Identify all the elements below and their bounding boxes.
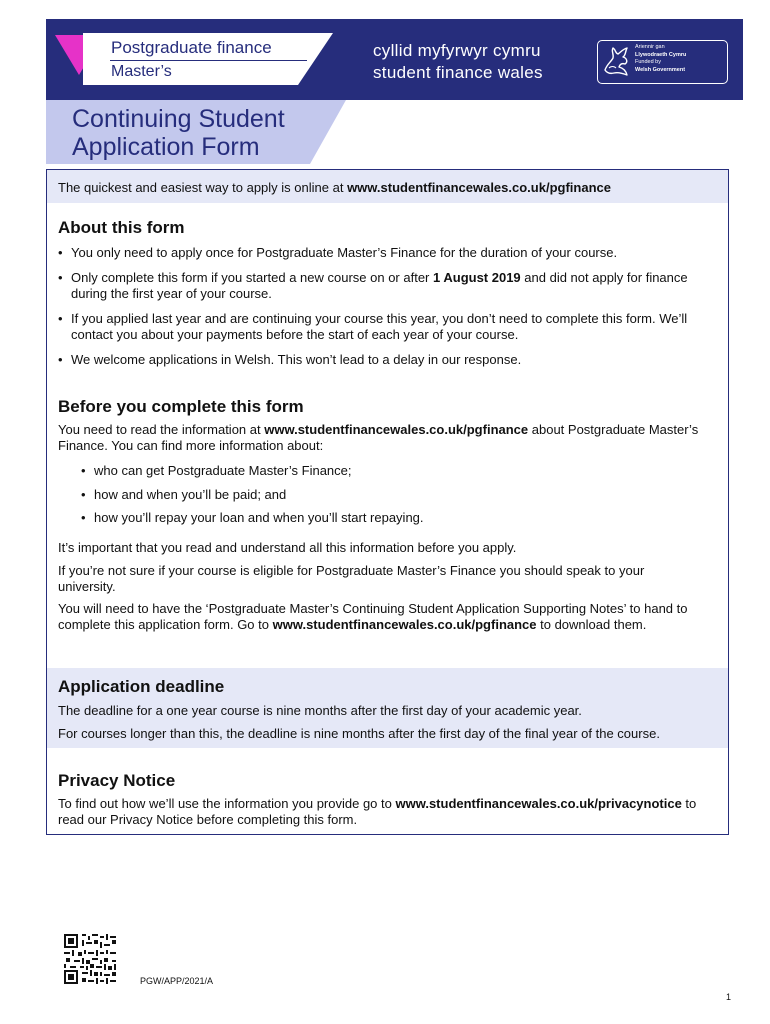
gov-line-1: Ariennir gan [635,44,665,50]
about-heading: About this form [58,218,185,237]
welsh-dragon-icon [601,44,631,78]
before-list-item-3: • how you’ll repay your loan and when you’ll start repaying. [94,510,694,526]
privacy-heading: Privacy Notice [58,771,176,790]
about-bullet-4: • We welcome applications in Welsh. This won’t lead to a delay in our response. [71,352,721,368]
before-paragraph-4: You will need to have the ‘Postgraduate Master’s Continuing Student Application Supporting Notes’ to hand to complete this application form. Go to www.studentfinancewales.co.uk/pgfinance to download them. [58,601,688,632]
deadline-paragraph-2: For courses longer than this, the deadline is nine months after the first day of the final year of the course. [58,726,660,741]
gov-line-4: Welsh Government [635,66,686,73]
before-link-1[interactable]: www.studentfinancewales.co.uk/pgfinance [264,422,529,437]
brand-welsh: cyllid myfyrwyr cymru [373,41,541,60]
form-title-line-1: Continuing Student [72,105,285,133]
about-bullet-3: • If you applied last year and are continuing your course this year, you don’t need to complete this form. We’ll contact you about your payments before the start of each year of your course. [71,311,721,343]
before-list-item-2: • how and when you’ll be paid; and [94,487,694,503]
brand-name [373,40,543,84]
about-bullet-2: • Only complete this form if you started a new course on or after 1 August 2019 and did not apply for finance during the first year of your course. [71,270,711,302]
before-list-item-1: • who can get Postgraduate Master’s Finance; [94,463,694,479]
postgraduate-finance-label: Postgraduate finance [111,38,272,57]
before-paragraph-2: It’s important that you read and understand all this information before you apply. [58,540,517,555]
deadline-heading: Application deadline [58,677,225,696]
brand-english: student finance wales [373,63,543,82]
about-bullet-1: • You only need to apply once for Postgraduate Master’s Finance for the duration of your course. [71,245,721,261]
form-reference-code: PGW/APP/2021/A [140,976,214,986]
gov-line-2: Llywodraeth Cymru [635,51,687,58]
privacy-paragraph: To find out how we’ll use the information you provide go to www.studentfinancewales.co.uk/privacynotice to read our Privacy Notice before completing this form. [58,796,697,827]
before-paragraph-1: You need to read the information at www.studentfinancewales.co.uk/pgfinance about Postgraduate Master’s Finance. You can find more information about: [58,422,699,453]
welsh-government-text [635,44,725,74]
intro-link[interactable]: www.studentfinancewales.co.uk/pgfinance [347,180,611,195]
qr-code-icon [64,934,118,984]
form-title-line-2: Application Form [72,133,260,161]
before-link-2[interactable]: www.studentfinancewales.co.uk/pgfinance [272,617,537,632]
intro-text: The quickest and easiest way to apply is online at www.studentfinancewales.co.uk/pgfinance [58,180,611,195]
gov-line-3: Funded by [635,59,661,65]
privacy-link[interactable]: www.studentfinancewales.co.uk/privacynotice [395,796,682,811]
label-divider [110,60,307,61]
form-title [72,105,285,161]
deadline-paragraph-1: The deadline for a one year course is nine months after the first day of your academic year. [58,703,582,718]
page-number: 1 [726,992,732,1002]
before-paragraph-3: If you’re not sure if your course is eligible for Postgraduate Master’s Finance you should speak to your university. [58,563,645,594]
masters-label: Master’s [111,63,172,80]
before-heading: Before you complete this form [58,397,304,416]
